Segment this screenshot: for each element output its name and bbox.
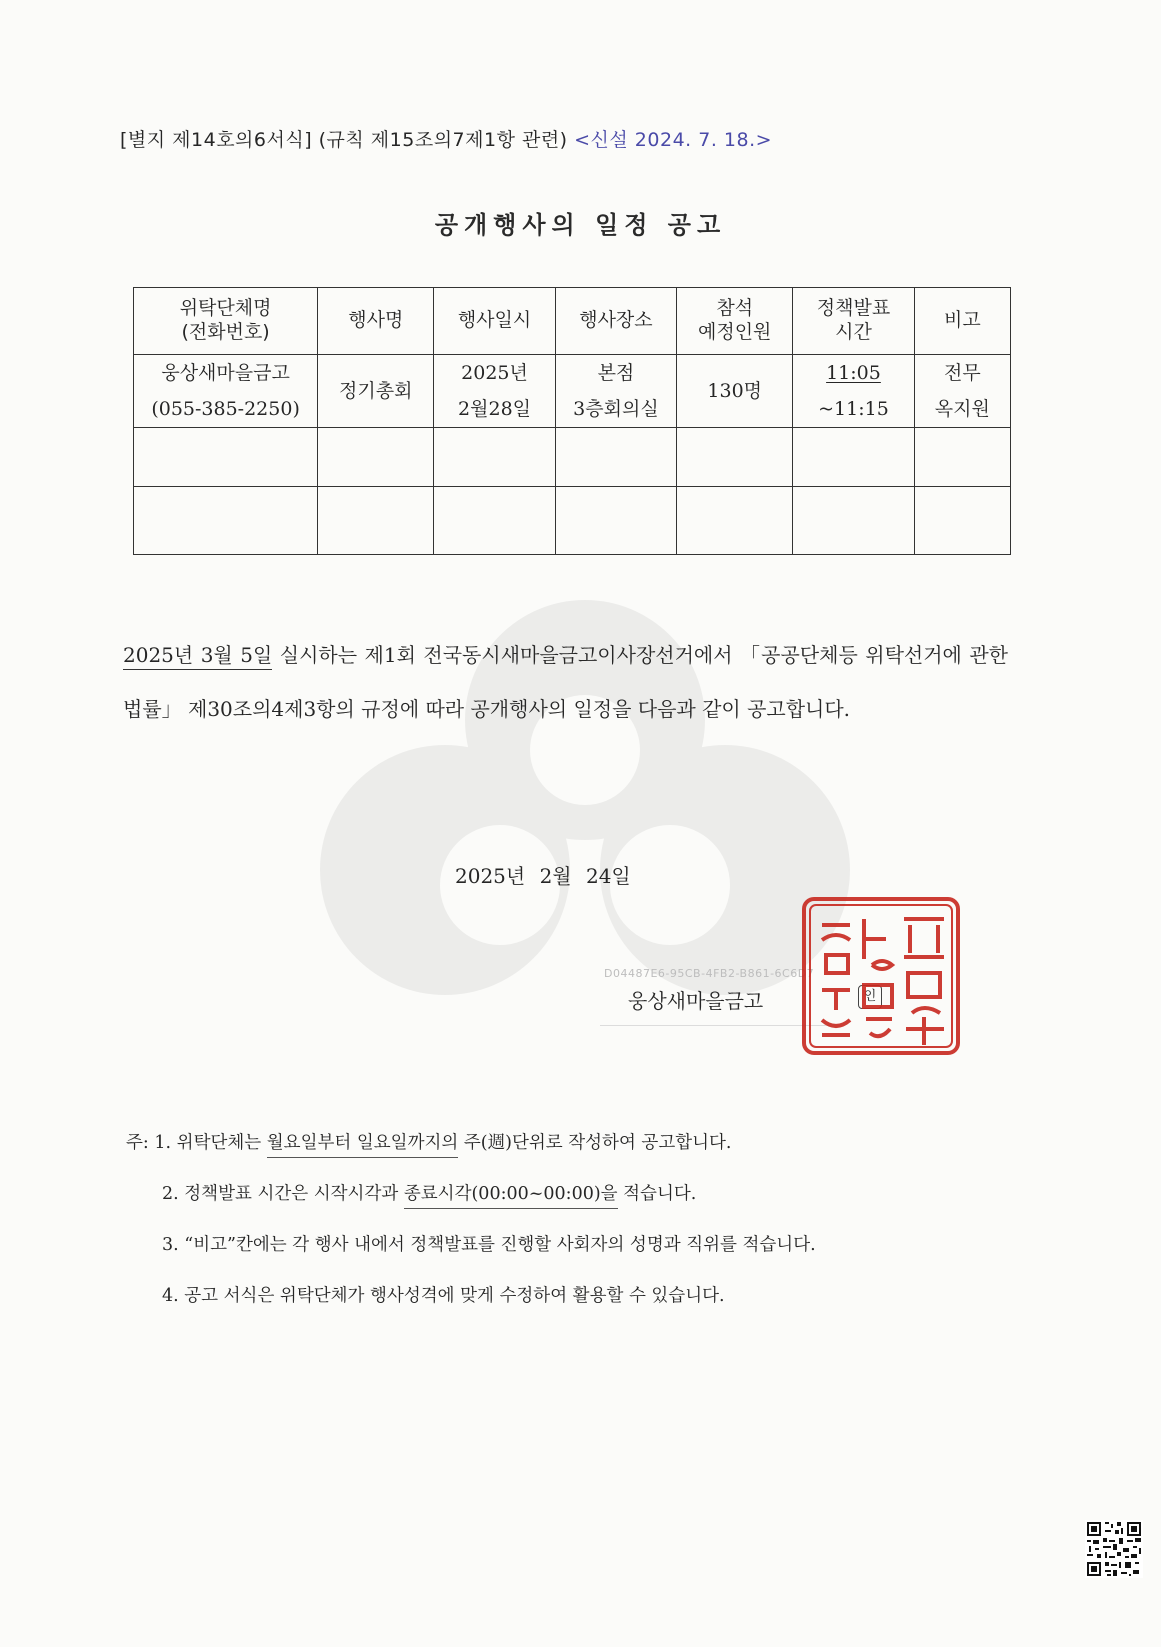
seal-mark: 인	[858, 985, 882, 1009]
official-seal-stamp	[800, 895, 962, 1057]
note-item-3: 3. “비고”칸에는 각 행사 내에서 정책발표를 진행할 사회자의 성명과 직위를 적습니다.	[162, 1235, 816, 1255]
cell-event-name: 정기총회	[318, 355, 434, 428]
cell-org: 웅상새마을금고 (055-385-2250)	[134, 355, 318, 428]
form-reference	[120, 125, 772, 152]
verification-code: D04487E6-95CB-4FB2-B861-6C6D7	[604, 967, 815, 980]
table-header-row	[134, 288, 1011, 355]
header-org: 위탁단체명 (전화번호)	[134, 288, 318, 355]
cell-remarks: 전무 옥지원	[914, 355, 1010, 428]
issue-date: 2025년 2월 24일	[455, 864, 631, 888]
form-ref-text: [별지 제14호의6서식] (규칙 제15조의7제1항 관련)	[120, 129, 568, 151]
note-item-2: 2. 정책발표 시간은 시작시각과 종료시각(00:00~00:00)을 적습니다.	[126, 1169, 816, 1220]
header-policy-time: 정책발표 시간	[793, 288, 914, 355]
table-row	[134, 355, 1011, 428]
header-event-datetime: 행사일시	[434, 288, 555, 355]
table-row	[134, 487, 1011, 555]
issuer-name: 웅상새마을금고	[628, 989, 764, 1013]
schedule-table	[133, 287, 1011, 555]
notes-label: 주:	[126, 1133, 149, 1153]
header-remarks: 비고	[914, 288, 1010, 355]
announcement-text: 실시하는 제1회 전국동시새마을금고이사장선거에서 「공공단체등 위탁선거에 관한 법률」 제30조의4제3항의 규정에 따라 공개행사의 일정을 다음과 같이 공고합니다.	[123, 643, 1008, 721]
cell-attendees: 130명	[677, 355, 793, 428]
announcement-body	[123, 628, 1008, 736]
header-event-place: 행사장소	[555, 288, 676, 355]
table-row	[134, 428, 1011, 487]
page-title: 공개행사의 일정 공고	[434, 211, 727, 239]
notes-section	[126, 1118, 816, 1322]
cell-event-datetime: 2025년 2월28일	[434, 355, 555, 428]
signature-line	[600, 1025, 830, 1026]
note-item-4: 4. 공고 서식은 위탁단체가 행사성격에 맞게 수정하여 활용할 수 있습니다.	[162, 1286, 725, 1306]
header-attendees: 참석 예정인원	[677, 288, 793, 355]
cell-policy-time: 11:05 ~11:15	[793, 355, 914, 428]
note-item-1: 주: 1. 위탁단체는 월요일부터 일요일까지의 주(週)단위로 작성하여 공고합니다.	[126, 1118, 816, 1169]
cell-event-place: 본점 3층회의실	[555, 355, 676, 428]
qr-code	[1085, 1520, 1143, 1578]
election-date: 2025년 3월 5일	[123, 643, 272, 670]
revision-note: <신설 2024. 7. 18.>	[574, 129, 773, 151]
header-event-name: 행사명	[318, 288, 434, 355]
